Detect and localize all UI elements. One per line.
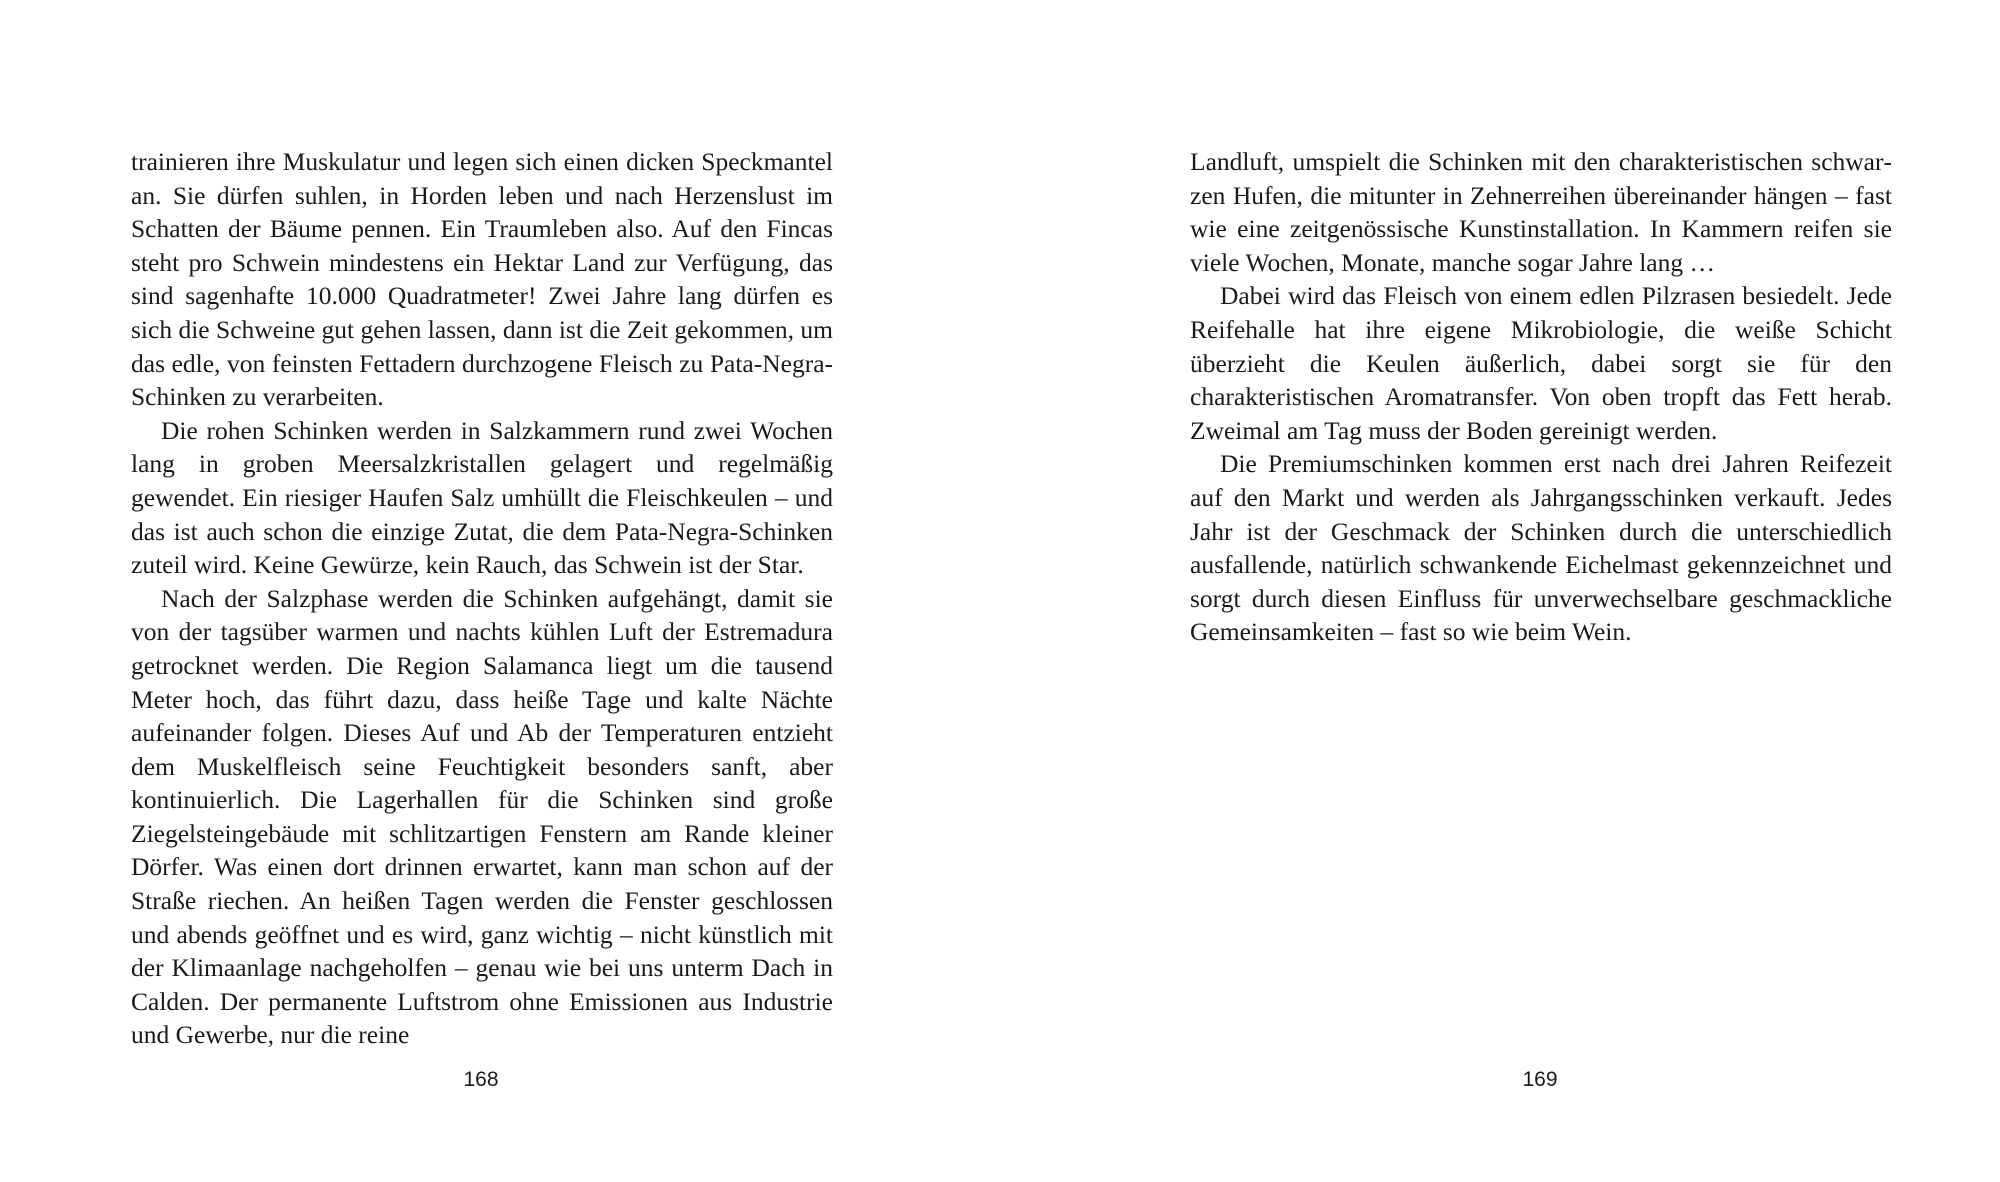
paragraph: Die Premiumschinken kommen erst nach drei Jahren Reifezeit auf den Markt und werden als Jahrgangsschinken verkauft. Jedes Jahr ist der Geschmack der Schinken durch die unterschiedlich ausfallende, natürlich schwankende Eichelmast gekennzeichnet und sorgt durch diesen Einfluss für unverwechselbare geschmackliche Gemeinsamkeiten – fast so wie beim Wein. [1190,449,1892,647]
left-page-text [131,145,833,1052]
right-page-text [1190,145,1892,649]
paragraph: trainieren ihre Muskulatur und legen sich einen dicken Speckmantel an. Sie dürfen suhlen, in Horden leben und nach Herzenslust im Schatten der Bäume pennen. Ein Traumleben also. Auf den Fincas steht pro Schwein mindestens ein Hektar Land zur Verfügung, das sind sagenhafte 10.000 Quadratmeter! Zwei Jahre lang dürfen es sich die Schweine gut gehen lassen, dann ist die Zeit gekommen, um das edle, von feinsten Fettadern durchzogene Fleisch zu Pata-Negra-Schinken zu verarbeiten. [131,147,833,412]
paragraph: Nach der Salzphase werden die Schinken aufgehängt, damit sie von der tagsüber warmen und nachts kühlen Luft der Estremadura getrocknet werden. Die Region Salamanca liegt um die tausend Meter hoch, das führt dazu, dass heiße Tage und kalte Nächte aufeinander folgen. Dieses Auf und Ab der Temperaturen entzieht dem Muskelfleisch seine Feuchtigkeit besonders sanft, aber kontinuierlich. Die Lagerhallen für die Schinken sind große Ziegelsteingebäude mit schlitzartigen Fenstern am Rande kleiner Dörfer. Was einen dort drinnen erwartet, kann man schon auf der Straße riechen. An heißen Tagen werden die Fenster geschlossen und abends geöffnet und es wird, ganz wichtig – nicht künstlich mit der Klimaanlage nachgeholfen – genau wie bei uns unterm Dach in Calden. Der permanente Luftstrom ohne Emissionen aus Industrie und Gewerbe, nur die reine [131,583,833,1050]
right-page [1000,0,2000,1182]
paragraph: Die rohen Schinken werden in Salzkammern rund zwei Wochen lang in groben Meersalzkristallen gelagert und regelmäßig gewendet. Ein riesiger Haufen Salz umhüllt die Fleischkeulen – und das ist auch schon die einzige Zutat, die dem Pata-Negra-Schinken zuteil wird. Keine Gewürze, kein Rauch, das Schwein ist der Star. [131,415,833,580]
paragraph: Landluft, umspielt die Schinken mit den charakteristischen schwarzen Hufen, die mitunter in Zehnerreihen übereinander hängen – fast wie eine zeitgenössische Kunstinstallation. In Kammern reifen sie viele Wochen, Monate, manche sogar Jahre lang … [1190,147,1892,277]
page-number-left: 168 [463,1068,499,1091]
page-number-right: 169 [1522,1068,1558,1091]
paragraph: Dabei wird das Fleisch von einem edlen Pilzrasen besiedelt. Jede Reifehalle hat ihre eigene Mikrobiologie, die weiße Schicht überzieht die Keulen äußerlich, dabei sorgt sie für den charakteristischen Aromatransfer. Von oben tropft das Fett herab. Zweimal am Tag muss der Boden gereinigt werden. [1190,281,1892,445]
